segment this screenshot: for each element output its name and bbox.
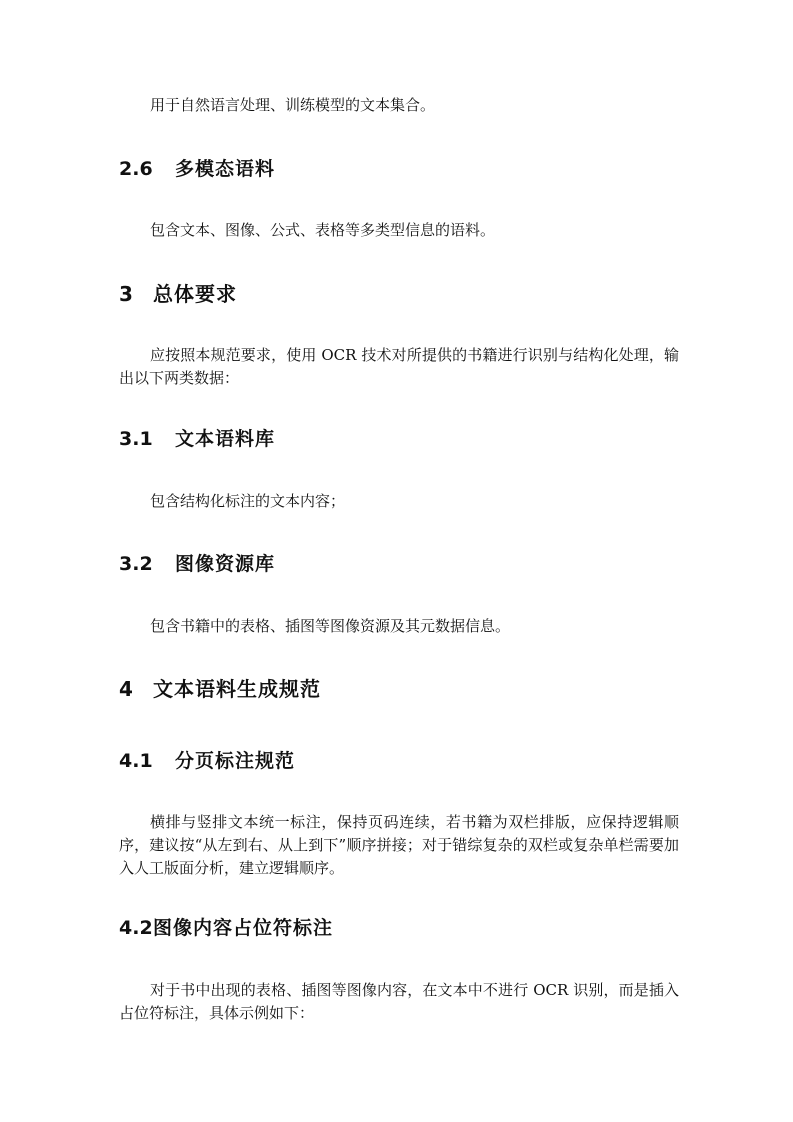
paragraph-general-requirements: 应按照本规范要求，使用 OCR 技术对所提供的书籍进行识别与结构化处理，输出以下两类数据：	[119, 346, 679, 387]
heading-title: 图像内容占位符标注	[153, 917, 334, 939]
heading-number: 4.1	[119, 750, 153, 772]
heading-4	[119, 677, 321, 701]
heading-title: 总体要求	[153, 282, 237, 306]
heading-title: 文本语料库	[175, 428, 276, 450]
paragraph-pagination-rules: 横排与竖排文本统一标注，保持页码连续，若书籍为双栏排版，应保持逻辑顺序，建议按“从左到右、从上到下”顺序拼接；对于错综复杂的双栏或复杂单栏需要加入人工版面分析，建立逻辑顺序。	[119, 813, 679, 877]
heading-4-1	[119, 749, 295, 773]
heading-title: 多模态语料	[175, 158, 276, 180]
paragraph-corpus-definition: 用于自然语言处理、训练模型的文本集合。	[150, 96, 436, 114]
heading-number: 3.2	[119, 553, 153, 575]
paragraph-text-corpus: 包含结构化标注的文本内容；	[150, 492, 346, 510]
paragraph-image-library: 包含书籍中的表格、插图等图像资源及其元数据信息。	[150, 617, 511, 635]
heading-3-2	[119, 552, 275, 576]
heading-number: 3.1	[119, 428, 153, 450]
paragraph-placeholder-rules: 对于书中出现的表格、插图等图像内容，在文本中不进行 OCR 识别，而是插入占位符标注，具体示例如下：	[119, 981, 679, 1022]
paragraph-multimodal-definition: 包含文本、图像、公式、表格等多类型信息的语料。	[150, 221, 496, 239]
heading-title: 图像资源库	[175, 553, 276, 575]
heading-number: 4	[119, 677, 133, 701]
heading-number: 4.2	[119, 917, 153, 939]
heading-3	[119, 282, 237, 306]
heading-number: 2.6	[119, 158, 153, 180]
heading-4-2	[119, 916, 333, 940]
heading-title: 分页标注规范	[175, 750, 296, 772]
heading-3-1	[119, 427, 275, 451]
heading-title: 文本语料生成规范	[153, 677, 321, 701]
heading-number: 3	[119, 282, 133, 306]
heading-2-6	[119, 157, 275, 181]
